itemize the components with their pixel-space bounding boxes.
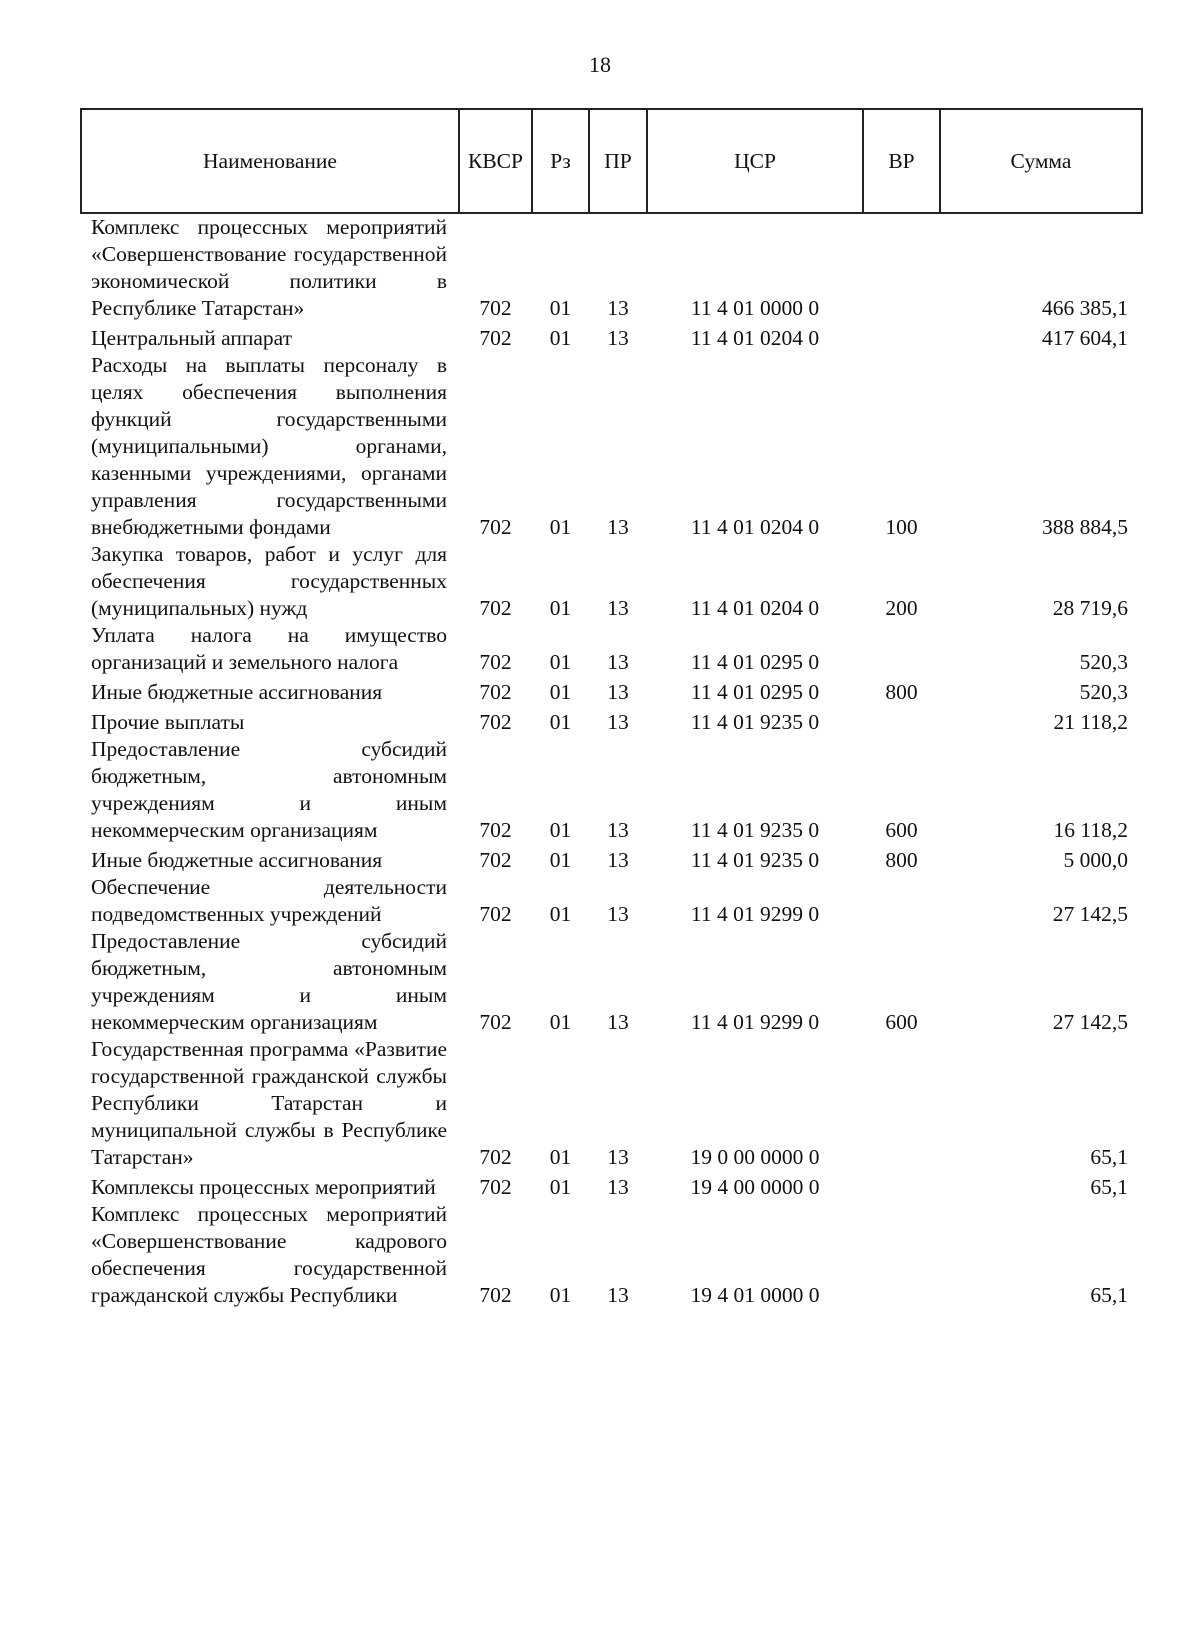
cell-csr: 11 4 01 0204 0 <box>690 326 820 350</box>
table-row <box>81 1171 1142 1201</box>
cell-kvsr: 702 <box>479 848 512 872</box>
cell-rz: 01 <box>549 902 572 926</box>
header-vr: ВР <box>863 109 940 213</box>
cell-vr <box>863 874 940 928</box>
cell-pr: 13 <box>607 296 629 320</box>
cell-csr: 19 0 00 0000 0 <box>690 1145 820 1169</box>
cell-sum: 16 118,2 <box>1053 818 1128 842</box>
cell-name: Уплата налога на имущество организаций и земельного налога <box>91 623 447 674</box>
cell-csr: 11 4 01 0000 0 <box>690 296 820 320</box>
cell-rz: 01 <box>549 650 572 674</box>
cell-rz: 01 <box>549 818 572 842</box>
cell-sum: 466 385,1 <box>1042 296 1128 320</box>
header-name: Наименование <box>81 109 459 213</box>
table-row <box>81 1201 1142 1309</box>
budget-table <box>80 108 1143 1309</box>
cell-sum: 417 604,1 <box>1042 326 1128 350</box>
cell-pr: 13 <box>607 902 629 926</box>
cell-name: Комплекс процессных мероприятий «Совершенствование государственной экономической политики в Республике Татарстан» <box>91 215 447 320</box>
table-body <box>81 213 1142 1309</box>
cell-rz: 01 <box>549 1175 572 1199</box>
cell-vr: 600 <box>885 1010 918 1034</box>
cell-vr <box>863 1201 940 1309</box>
cell-csr: 11 4 01 0204 0 <box>690 596 820 620</box>
cell-rz: 01 <box>549 710 572 734</box>
cell-name: Предоставление субсидий бюджетным, автономным учреждениям и иным некоммерческим организациям <box>91 737 447 842</box>
cell-csr: 19 4 01 0000 0 <box>690 1283 820 1307</box>
cell-sum: 520,3 <box>1079 650 1128 674</box>
cell-pr: 13 <box>607 710 629 734</box>
cell-csr: 11 4 01 9299 0 <box>690 902 820 926</box>
cell-csr: 11 4 01 9299 0 <box>690 1010 820 1034</box>
table-row <box>81 706 1142 736</box>
cell-vr: 800 <box>885 848 918 872</box>
cell-rz: 01 <box>549 296 572 320</box>
cell-kvsr: 702 <box>479 680 512 704</box>
cell-vr <box>863 1036 940 1171</box>
cell-pr: 13 <box>607 848 629 872</box>
table-row <box>81 928 1142 1036</box>
cell-rz: 01 <box>549 680 572 704</box>
cell-vr <box>863 322 940 352</box>
cell-kvsr: 702 <box>479 902 512 926</box>
cell-sum: 28 719,6 <box>1052 596 1128 620</box>
cell-sum: 520,3 <box>1079 680 1128 704</box>
table-row <box>81 541 1142 622</box>
table-row <box>81 322 1142 352</box>
cell-kvsr: 702 <box>479 650 512 674</box>
cell-name: Государственная программа «Развитие государственной гражданской службы Республики Татарстан и муниципальной службы в Республике Татарстан» <box>91 1037 447 1169</box>
cell-csr: 11 4 01 0295 0 <box>690 680 820 704</box>
cell-vr <box>863 622 940 676</box>
cell-pr: 13 <box>607 1175 629 1199</box>
cell-sum: 21 118,2 <box>1053 710 1128 734</box>
cell-vr: 100 <box>885 515 918 539</box>
cell-kvsr: 702 <box>479 1175 512 1199</box>
table-row <box>81 844 1142 874</box>
cell-pr: 13 <box>607 596 629 620</box>
cell-kvsr: 702 <box>479 296 512 320</box>
cell-rz: 01 <box>549 1283 572 1307</box>
cell-vr <box>863 1171 940 1201</box>
cell-name: Центральный аппарат <box>91 326 293 350</box>
cell-name: Предоставление субсидий бюджетным, автономным учреждениям и иным некоммерческим организациям <box>91 929 447 1034</box>
cell-csr: 11 4 01 0295 0 <box>690 650 820 674</box>
table-header <box>81 109 1142 213</box>
cell-name: Иные бюджетные ассигнования <box>91 848 383 872</box>
cell-name: Прочие выплаты <box>91 710 245 734</box>
cell-pr: 13 <box>607 1145 629 1169</box>
cell-rz: 01 <box>549 1145 572 1169</box>
cell-name: Закупка товаров, работ и услуг для обеспечения государственных (муниципальных) нужд <box>91 542 447 620</box>
cell-kvsr: 702 <box>479 515 512 539</box>
cell-kvsr: 702 <box>479 710 512 734</box>
header-csr: ЦСР <box>647 109 863 213</box>
cell-rz: 01 <box>549 515 572 539</box>
cell-pr: 13 <box>607 650 629 674</box>
cell-sum: 65,1 <box>1090 1175 1128 1199</box>
cell-name: Комплексы процессных мероприятий <box>91 1175 436 1199</box>
table-row <box>81 213 1142 322</box>
cell-csr: 11 4 01 9235 0 <box>690 818 820 842</box>
cell-rz: 01 <box>549 1010 572 1034</box>
cell-vr <box>863 706 940 736</box>
header-pr: ПР <box>589 109 647 213</box>
header-sum: Сумма <box>940 109 1142 213</box>
cell-kvsr: 702 <box>479 1145 512 1169</box>
cell-vr: 200 <box>885 596 918 620</box>
cell-sum: 65,1 <box>1090 1283 1128 1307</box>
cell-sum: 27 142,5 <box>1052 902 1128 926</box>
cell-rz: 01 <box>549 848 572 872</box>
table-row <box>81 1036 1142 1171</box>
cell-kvsr: 702 <box>479 326 512 350</box>
cell-sum: 5 000,0 <box>1063 848 1128 872</box>
cell-rz: 01 <box>549 596 572 620</box>
cell-kvsr: 702 <box>479 596 512 620</box>
cell-name: Расходы на выплаты персоналу в целях обеспечения выполнения функций государственными (муниципальными) органами, казенными учреждениями, органами управления государственными внебюджетными фондами <box>91 353 447 539</box>
cell-pr: 13 <box>607 818 629 842</box>
cell-name: Иные бюджетные ассигнования <box>91 680 383 704</box>
cell-pr: 13 <box>607 1283 629 1307</box>
cell-kvsr: 702 <box>479 1283 512 1307</box>
table-row <box>81 874 1142 928</box>
page-number: 18 <box>589 52 611 77</box>
header-rz: Рз <box>532 109 589 213</box>
cell-kvsr: 702 <box>479 1010 512 1034</box>
cell-vr <box>863 213 940 322</box>
cell-pr: 13 <box>607 680 629 704</box>
table-row <box>81 676 1142 706</box>
cell-kvsr: 702 <box>479 818 512 842</box>
cell-csr: 11 4 01 0204 0 <box>690 515 820 539</box>
table-row <box>81 736 1142 844</box>
table-row <box>81 352 1142 541</box>
cell-sum: 27 142,5 <box>1052 1010 1128 1034</box>
table-row <box>81 622 1142 676</box>
cell-name: Комплекс процессных мероприятий «Совершенствование кадрового обеспечения государственной гражданской службы Республики <box>91 1202 447 1307</box>
cell-pr: 13 <box>607 326 629 350</box>
cell-sum: 65,1 <box>1090 1145 1128 1169</box>
cell-vr: 600 <box>885 818 918 842</box>
header-kvsr: КВСР <box>459 109 532 213</box>
cell-csr: 19 4 00 0000 0 <box>690 1175 820 1199</box>
cell-csr: 11 4 01 9235 0 <box>690 848 820 872</box>
cell-pr: 13 <box>607 1010 629 1034</box>
cell-csr: 11 4 01 9235 0 <box>690 710 820 734</box>
cell-vr: 800 <box>885 680 918 704</box>
cell-rz: 01 <box>549 326 572 350</box>
cell-pr: 13 <box>607 515 629 539</box>
cell-sum: 388 884,5 <box>1042 515 1128 539</box>
cell-name: Обеспечение деятельности подведомственных учреждений <box>91 875 447 926</box>
